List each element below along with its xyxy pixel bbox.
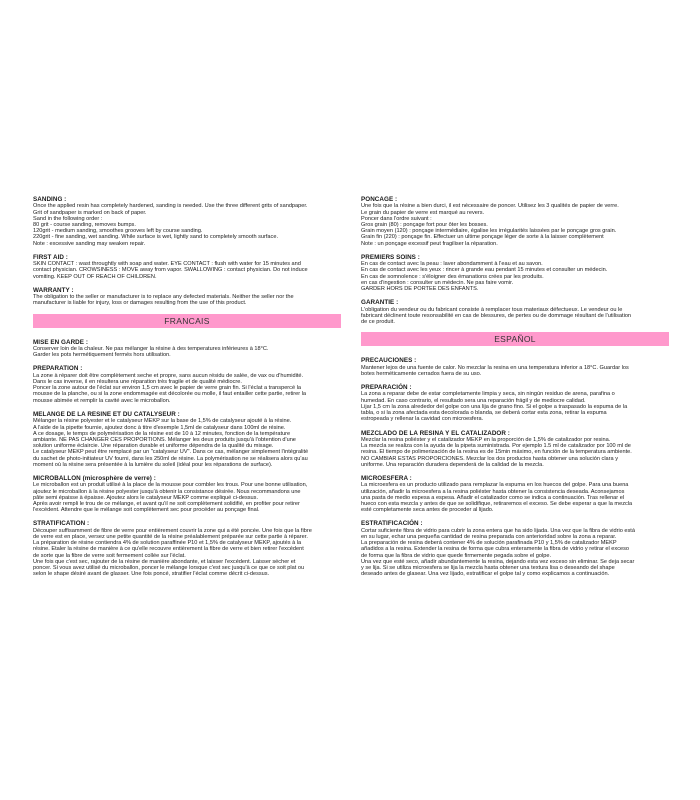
precauciones-heading: PRECAUCIONES :: [361, 357, 417, 365]
text-line: 80 grit - course sanding, removes bumps.: [33, 222, 136, 229]
text-line: mousse de la planche, ou si la zone endommagée est décolorée ou molle, il faut entailler cette partie, retirer la: [33, 391, 307, 398]
text-line: The obligation to the seller or manufacturer is to replace any defected materials. Neither the seller nor the: [33, 294, 294, 301]
text-line: Sand in the following order :: [33, 215, 103, 222]
text-line: de forma que la fibra de vidrio que quede firmemente pegada sobre el golpe.: [361, 552, 551, 559]
text-line: 120grit - medium sanding, smoothes grooves left by course sanding.: [33, 228, 203, 235]
text-line: Once the applied resin has completely hardened, sanding is needed. Use the three different grits of sandpaper.: [33, 203, 308, 210]
text-line: de verre est en place, versez une petite quantité de la résine préalablement préparée sur cette partie à réparer.: [33, 533, 308, 540]
text-line: Une fois que la résine a bien durci, il est nécessaire de poncer. Utilisez les 3 qualités de papier de verre.: [361, 203, 619, 210]
mezclado-heading: MEZCLADO DE LA RESINA Y EL CATALIZADOR :: [361, 429, 510, 437]
text-line: du sachet de photo-initiateur UV fourni, dans les 250ml de résine. La polymérisation ne se réalisera alors qu'au: [33, 455, 308, 462]
preparacion-heading: PREPARACIÓN :: [361, 384, 412, 392]
text-line: Cortar suficiente fibra de vidrio para cubrir la zona entera que ha sido lijada. Una vez que la fibra de vidrio está: [361, 527, 635, 534]
text-line: Le grain du papier de verre est marqué au revers.: [361, 209, 485, 216]
text-line: Le catalyseur MEKP peut être remplacé par un "catalyseur UV". Dans ce cas, mélanger simplement l'intégralité: [33, 449, 309, 456]
text-line: Une fois que c'est sec, rajouter de la résine de manière abondante, et laisser l'excédent. Laisser sécher et: [33, 558, 296, 565]
french-sections: [33, 339, 341, 578]
sanding-section: [33, 196, 341, 247]
text-line: Après avoir rempli le trou de ce mélange, et avant qu'il ne soit complètement solidifié, en profiter pour retirer: [33, 500, 300, 507]
premiers-soins-heading: PREMIERS SOINS :: [361, 253, 420, 261]
precauciones-section: [361, 357, 669, 377]
text-line: mousse abimée et remplir la cavité avec le microballon.: [33, 397, 171, 404]
preparacion-section: [361, 384, 669, 422]
text-line: Lijar 1,5 cm la zona alrededor del golpe con una lija de grano fino. Si el golpe a traspasado la espuma de la: [361, 403, 628, 410]
microballon-heading: MICROBALLON (microsphère de verre) :: [33, 474, 156, 482]
text-line: résine. Etaler la résine de manière à ce qu'elle recouvre entièrement la fibre de verre et bien retirer l'excédent: [33, 546, 304, 553]
text-line: En cas de somnolence : s'éloigner des émanations crées par les produits.: [361, 273, 544, 280]
english-french-column: [33, 196, 341, 584]
french-spanish-column: [361, 196, 669, 584]
text-line: en su lugar, echar una pequeña cantidad de resina preparada con anterioridad sobre la zona a reparar.: [361, 533, 617, 540]
text-line: deseado antes de glasear. Una vez lijado, estratificar el golpe tal y como explicamos a continuación.: [361, 571, 610, 578]
text-line: GARDER HORS DE PORTEE DES ENFANTS.: [361, 286, 479, 293]
melange-heading: MELANGE DE LA RESINE ET DU CATALYSEUR :: [33, 410, 180, 418]
text-line: ajoutez le microballon à la résine polyester jusqu'à obtenir la consistance désirée. Nous recommandons une: [33, 488, 301, 495]
text-line: En cas de contact avec la peau : laver abondamment à l'eau et au savon.: [361, 261, 543, 268]
first-aid-section: [33, 254, 341, 280]
estratificacion-section: [361, 520, 669, 577]
text-line: poncer. Si vous avez utilisé du microballon, poncer le mélange lorsque c'est sec jusqu'à ce que ce soit plat ou: [33, 564, 305, 571]
text-line: Note : un ponçage excessif peut fragiliser la réparation.: [361, 240, 498, 247]
text-line: Mezclar la resina poliéster y el catalizador MEKP en la proporción de 1,5% de catalizador por resina.: [361, 436, 611, 443]
text-line: Mélanger la résine polyester et le catalyseur MEKP sur la base de 1,5% de catalyseur ajouté à la résine.: [33, 418, 292, 425]
poncage-section: [361, 196, 669, 247]
text-line: tabla, o si la zona afectada esta decolorada o blanda, se deberá cortar esta zona, retirar la espuma: [361, 410, 607, 417]
text-line: Una vez que esté seco, añadir abundantemente la resina, dejando esta vez exceso sin eliminar. Se deja secar: [361, 558, 635, 565]
text-line: añadidos a la resina. Extender la resina de forma que cubra enteramente la fibra de vidrio y retirar el exceso: [361, 546, 630, 553]
melange-section: [33, 411, 341, 468]
espanol-language-band: ESPAÑOL: [361, 332, 669, 346]
text-line: contact physician. CROWSINESS : MOVE away from vapor. SWALLOWING : contact physician. Do not induce: [33, 267, 308, 274]
text-line: solution uniforme éclaircie. Une réparation durable et uniforme dépendra de la qualité du mixage.: [33, 443, 274, 450]
mezclado-section: [361, 430, 669, 468]
text-line: pâte semi épaisse à épaisse. Ajoutez alors le catalyseur MEKP comme expliqué ci-dessus.: [33, 494, 259, 501]
poncage-heading: PONCAGE :: [361, 196, 398, 203]
text-line: Grain moyen (120) : ponçage intermédiaire, égalise les irrégularités laissées par le ponçage gros grain.: [361, 228, 617, 235]
text-line: de ce produit.: [361, 319, 395, 326]
text-line: La préparation de résine contiendra 4% de solution paraffinée P10 et 1,5% de catalyseur MEKP, ajoutés à la: [33, 540, 302, 547]
text-line: en cas d'ingestion : consulter un médecin. Ne pas faire vomir.: [361, 279, 514, 286]
text-line: moment où la résine sera présentée à la lumière du soleil (idéal pour les réparations de surface).: [33, 461, 273, 468]
stratification-heading: STRATIFICATION :: [33, 520, 90, 528]
text-line: Grain fin (220) : ponçage fin. Effectuer un ultime ponçage léger de sorte à la laisser complètement: [361, 234, 604, 241]
text-line: NO CAMBIAR ESTAS PROPORCIONES. Mezclar los dos productos hasta obtener una solución clara y: [361, 455, 618, 462]
text-line: En cas de contact avec les yeux : rincer à grande eau pendant 15 minutes et consulter un médecin.: [361, 267, 608, 274]
french-sections-top: [361, 196, 669, 325]
spanish-sections: [361, 357, 669, 577]
text-line: La mezcla se realiza con la ayuda de la pipeta suministrada. Por ejemplo 1.5 ml de catalizador por 100 ml de: [361, 443, 631, 450]
text-line: Poncer la zone autour de l'éclat sur environ 1,5 cm avec le papier de verre grain fin. Si l'éclat a transpercé la: [33, 385, 301, 392]
text-line: l'excédent. Attendre que le mélange soit complètement sec pour procéder au ponçage final.: [33, 507, 260, 514]
warranty-section: [33, 287, 341, 307]
premiers-soins-section: [361, 254, 669, 292]
text-line: A ce dosage, le temps de polymérisation de la résine est de 10 à 12 minutes, fonction de la température: [33, 430, 291, 437]
text-line: esté completamente seca antes de proceder al lijado.: [361, 507, 494, 514]
estratificacion-heading: ESTRATIFICACIÓN :: [361, 520, 423, 528]
text-line: botes herméticamente cerrados fuera de su uso.: [361, 370, 482, 377]
garantie-heading: GARANTIE :: [361, 299, 399, 307]
text-line: Mantener lejos de una fuente de calor. No mezclar la resina en una temperatura inferior a 18°C. Guardar los: [361, 364, 629, 371]
text-line: selon le shape désiré avant de glasser. Une fois poncé, stratifier l'éclat comme décrit ci-dessus.: [33, 571, 270, 578]
text-line: manufacturer is liable for injury, loss or damages resulting from the use of this product.: [33, 300, 247, 307]
microesfera-heading: MICROESFERA :: [361, 474, 412, 482]
text-line: resina. El tiempo de polimerización de la resina es de 15min máximo, en función de la temperatura ambiente.: [361, 449, 632, 456]
warranty-heading: WARRANTY :: [33, 286, 74, 294]
microesfera-section: [361, 475, 669, 513]
text-line: Dans le cas inverse, il en résultera une réparation très fragile et de qualité médiocre.: [33, 379, 242, 386]
text-line: La microesfera es un producto utilizado para remplazar la espuma en los huecos del golpe. Para una buena: [361, 482, 629, 489]
text-line: Gros grain (80) : ponçage fort pour ôter les bosses.: [361, 222, 488, 229]
first-aid-heading: FIRST AID :: [33, 253, 68, 261]
text-line: ambiante. NE PAS CHANGER CES PROPORTIONS. Mélanger les deux produits jusqu'à l'obtention d'une: [33, 436, 296, 443]
stratification-section: [33, 520, 341, 577]
preparation-heading: PREPARATION :: [33, 365, 83, 373]
text-line: Découper suffisamment de fibre de verre pour entièrement couvrir la zone qui a été poncée. Une fois que la fibre: [33, 527, 312, 534]
sanding-heading: SANDING :: [33, 196, 67, 203]
text-line: hueco con esta mezcla y antes de que se solidifique, retiraremos el exceso. Se debe esperar a que la mezcla: [361, 500, 633, 507]
text-line: de sorte que la fibre de verre soit fermement collée sur l'éclat.: [33, 552, 186, 559]
text-line: una pasta de medio espesa a espesa. Añadir el catalizador como se indica a continuación. Tras rellenar el: [361, 494, 625, 501]
preparation-section: [33, 365, 341, 403]
garantie-section: [361, 299, 669, 325]
text-line: SKIN CONTACT : wast throughtly with soap and water. EYE CONTACT : flush with water for 15 minutes and: [33, 261, 301, 268]
text-line: utilización, añadir la microesfera a la resina poliéster hasta obtener la consistencia deseada. Aconsejamos: [361, 488, 625, 495]
text-line: Conserver loin de la chaleur. Ne pas mélanger la résine à des temperatures inférieures à 18°C.: [33, 346, 269, 353]
text-line: Le microballon est un produit utilisé à la place de la mousse pour combler les trous. Pour une bonne utilisation,: [33, 482, 308, 489]
text-line: vomiting. KEEP OUT OF REACH OF CHILDREN.: [33, 273, 157, 280]
francais-language-band: FRANCAIS: [33, 314, 341, 328]
text-line: Garder les pots hermétiquement fermés hors utilisation.: [33, 352, 171, 359]
text-line: 220grit - fine sanding, wet sanding. While surface is wet, lightly sand to completely smooth surface.: [33, 234, 279, 241]
microballon-section: [33, 475, 341, 513]
text-line: estropeada y rellenar la cavidad con microesfera.: [361, 416, 484, 423]
text-line: uniforme. Una reparación duradera dependerá de la calidad de la mezcla.: [361, 461, 544, 468]
mise-en-garde-section: [33, 339, 341, 359]
text-line: Poncer dans l'ordre suivant :: [361, 215, 432, 222]
text-line: Grit of sandpaper is marked on back of paper.: [33, 209, 147, 216]
english-sections: [33, 196, 341, 307]
text-line: La zona a reparar debe de estar completamente limpia y seca, sin ningún residuo de arena, parafina o: [361, 391, 615, 398]
text-line: La preparación de resina deberá contener 4% de solución parafinada P10 y 1,5% de catalizador MEKP: [361, 540, 617, 547]
text-line: fabricant déclinent toute resonsabilité en cas de blessures, de pertes ou de dommage résultant de l'utilisation: [361, 312, 632, 319]
text-line: Note : excessive sanding may weaken repair.: [33, 240, 146, 247]
text-line: La zone à réparer doit être complètement seche et propre, sans aucun résidu de salée, de vax ou d'humidité.: [33, 372, 304, 379]
text-line: A l'aide de la pipette fournie, ajoutez donc à titre d'exemple 1,5ml de catalyseur dans 100ml de résine.: [33, 424, 286, 431]
mise-en-garde-heading: MISE EN GARDE :: [33, 338, 88, 346]
text-line: humedad. En caso contrario, el resultado sera una reparación frágil y de mediocre calidad.: [361, 397, 586, 404]
text-line: y se lija. Si se utiliza microesfera se lija la mezcla hasta obtener una textura lisa o deseando del shape: [361, 564, 615, 571]
text-line: L'obligation du vendeur ou du fabricant consiste à remplacer tous materiaux défectueux. Le vendeur ou le: [361, 306, 623, 313]
